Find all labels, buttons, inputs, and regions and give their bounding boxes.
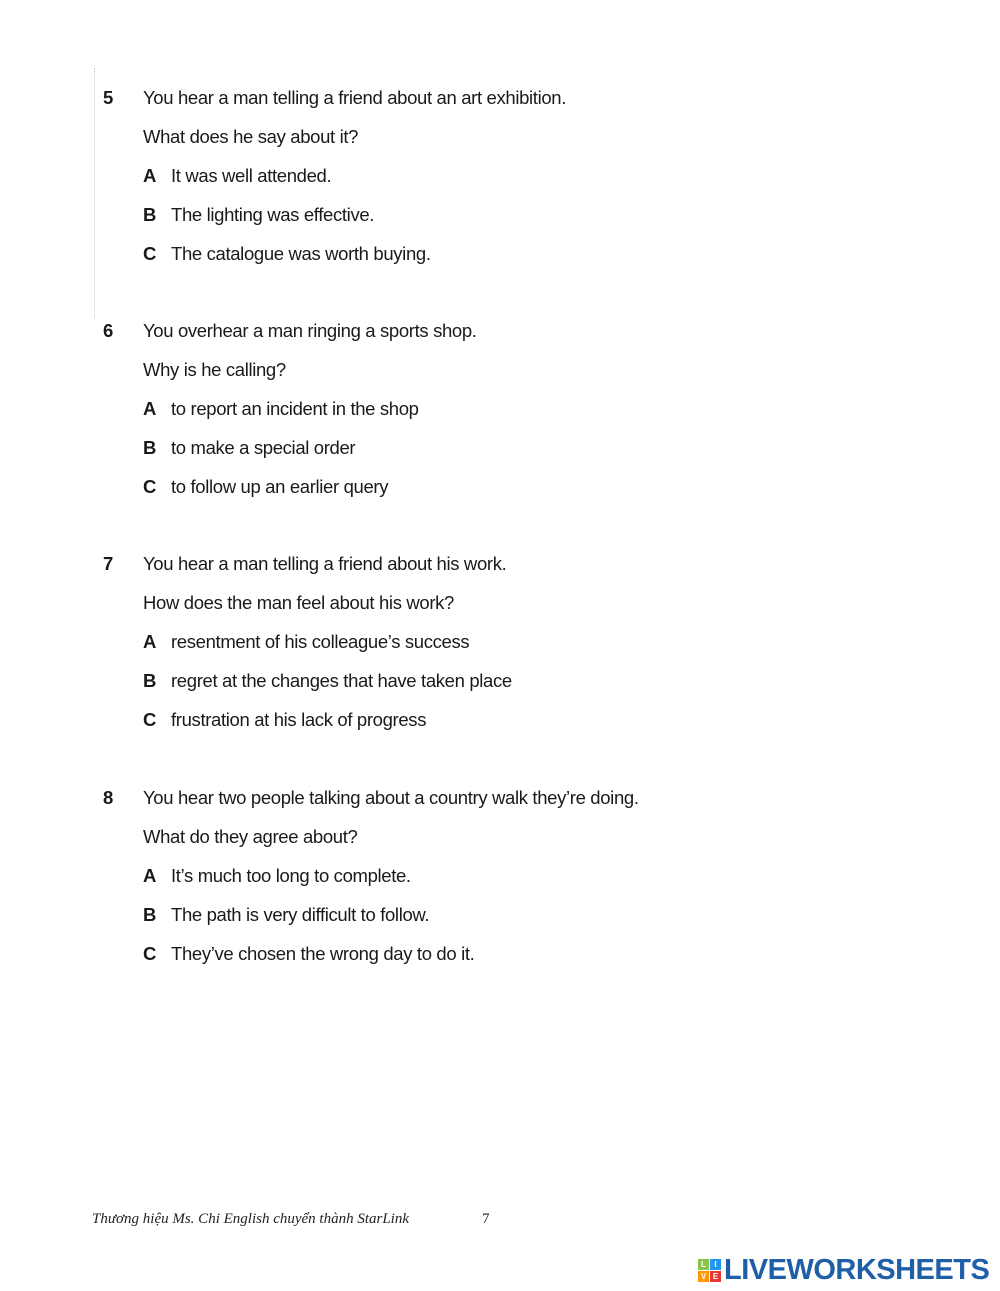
question-prompt: Why is he calling? [143,359,286,380]
option-letter: C [143,243,157,264]
option-text: The catalogue was worth buying. [171,243,431,264]
option-text: It’s much too long to complete. [171,865,411,886]
question-prompt: What does he say about it? [143,126,359,147]
option-letter: C [143,709,157,730]
option-text: The path is very difficult to follow. [171,904,430,925]
logo-mark-letter: L [698,1259,709,1270]
option-text: resentment of his colleague’s success [171,631,470,652]
scan-margin-artifact [94,68,99,318]
question-number: 8 [103,787,113,808]
page-number: 7 [482,1211,490,1227]
option-text: They’ve chosen the wrong day to do it. [171,943,475,964]
logo-mark-letter: V [698,1271,709,1282]
option-letter: A [143,398,157,419]
logo-mark-letter: I [710,1259,721,1270]
question-stem: You hear a man telling a friend about an art exhibition. [143,87,566,108]
option-letter: C [143,476,157,497]
logo-text: LIVEWORKSHEETS [724,1254,990,1286]
option-letter: A [143,631,157,652]
option-text: It was well attended. [171,165,332,186]
option-text: The lighting was effective. [171,204,375,225]
question-stem: You hear two people talking about a country walk they’re doing. [143,787,639,808]
option-text: frustration at his lack of progress [171,709,427,730]
option-letter: A [143,865,157,886]
question-prompt: How does the man feel about his work? [143,592,454,613]
footer-text: Thương hiệu Ms. Chi English chuyển thành StarLink [92,1211,410,1227]
logo-mark-letter: E [710,1271,721,1282]
question-stem: You hear a man telling a friend about his work. [143,553,507,574]
question-number: 5 [103,87,113,108]
logo-mark-icon [698,1259,721,1282]
option-letter: B [143,670,157,691]
option-text: to follow up an earlier query [171,476,389,497]
option-text: to report an incident in the shop [171,398,419,419]
option-letter: B [143,437,157,458]
question-prompt: What do they agree about? [143,826,358,847]
option-letter: B [143,904,157,925]
question-stem: You overhear a man ringing a sports shop. [143,320,477,341]
option-text: regret at the changes that have taken place [171,670,512,691]
option-letter: A [143,165,157,186]
question-number: 6 [103,320,113,341]
liveworksheets-logo [698,1253,989,1287]
option-text: to make a special order [171,437,356,458]
option-letter: B [143,204,157,225]
option-letter: C [143,943,157,964]
question-number: 7 [103,553,113,574]
